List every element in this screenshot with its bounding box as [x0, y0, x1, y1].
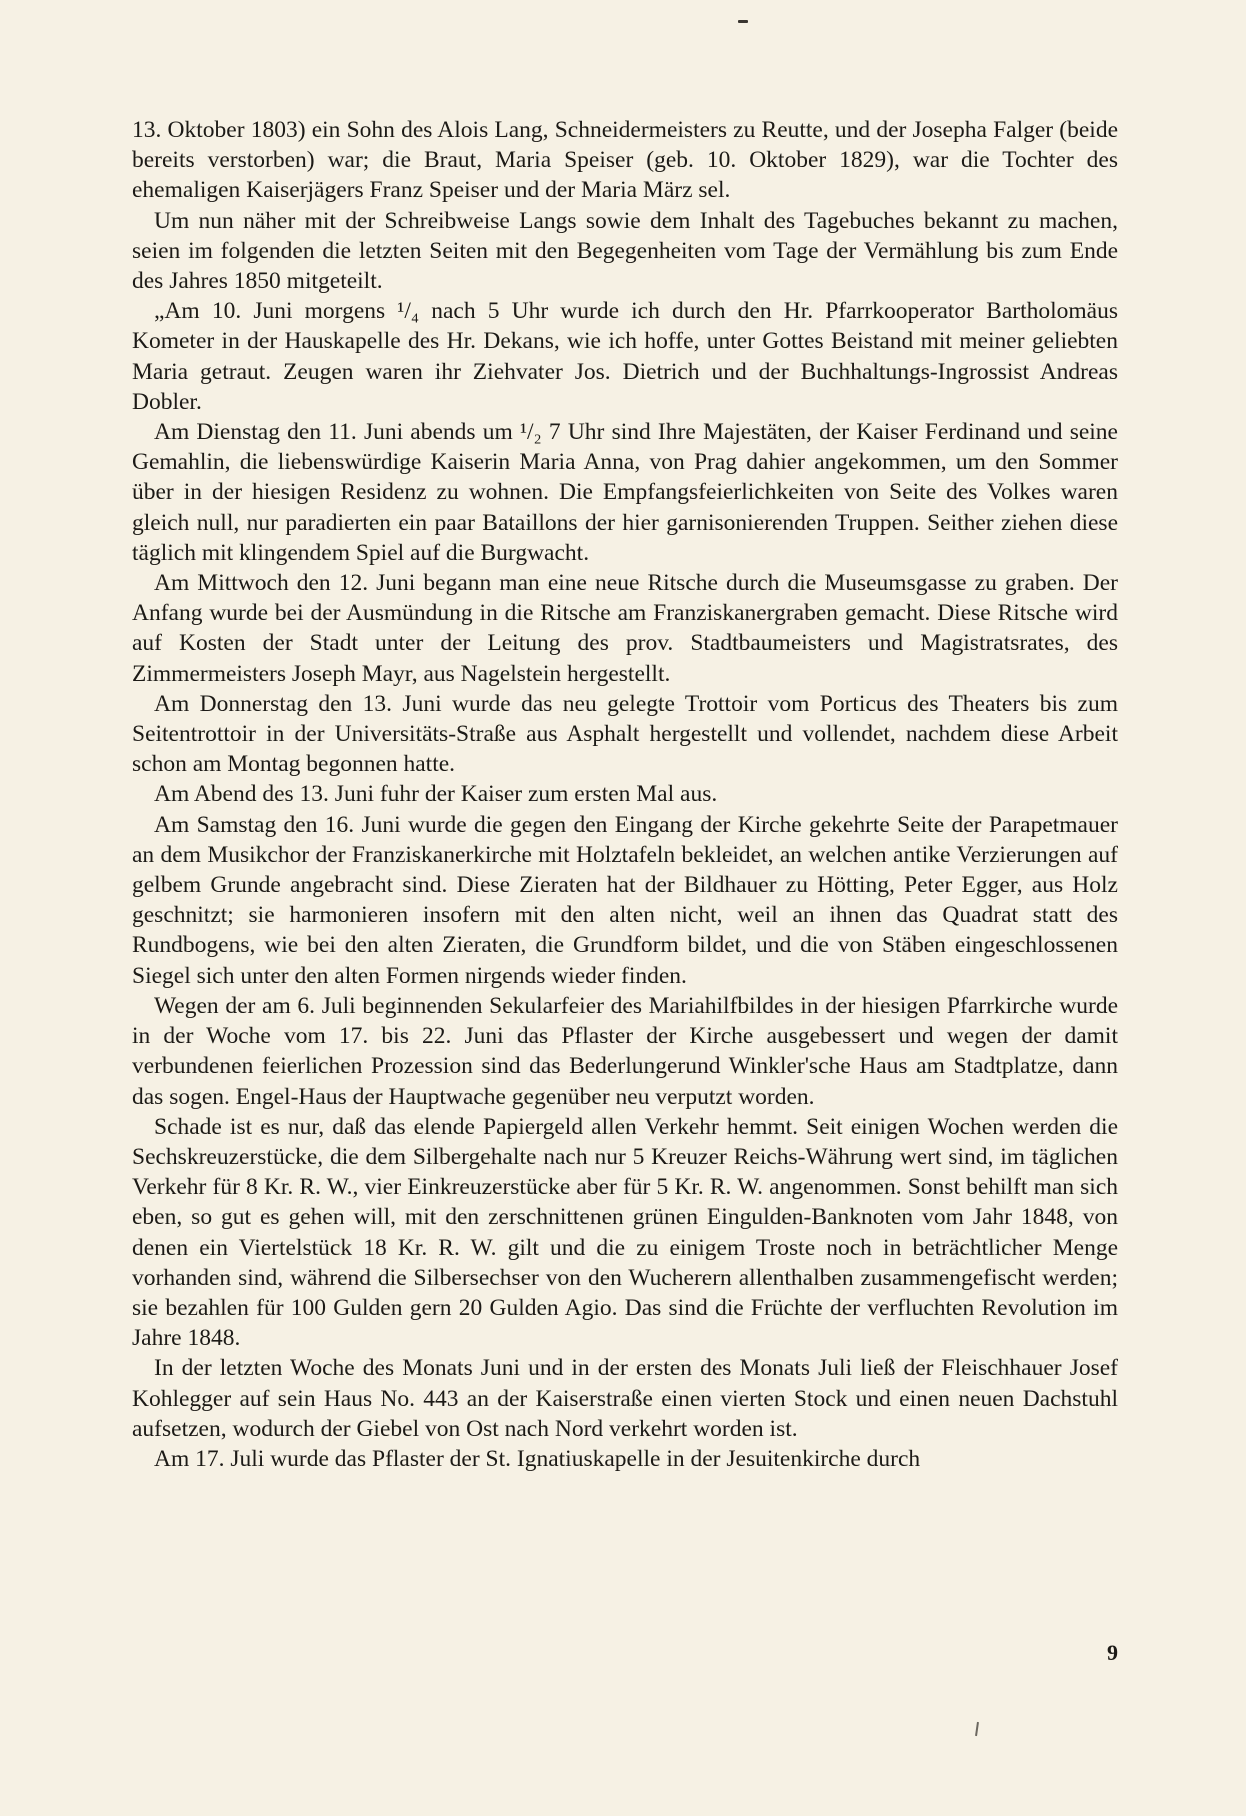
paragraph: Um nun näher mit der Schreibweise Langs sowie dem Inhalt des Tagebuches bekannt zu machen, seien im folgenden die letzten Seiten mit den Begegenheiten vom Tage der Vermählung bis zum Ende des Jahres 1850 mitgeteilt. — [132, 207, 1118, 295]
paragraph: Schade ist es nur, daß das elende Papiergeld allen Verkehr hemmt. Seit einigen Wochen werden die Sechskreuzerstücke, die dem Silbergehalte nach nur 5 Kreuzer Reichs-Währung wert sind, im täglichen Verkehr für 8 Kr. R. W., vier Einkreuzerstücke aber für 5 Kr. R. W. angenommen. Sonst behilft man sich eben, so gut es gehen will, mit den zerschnittenen grünen Eingulden-Banknoten vom Jahr 1848, von denen ein Viertelstück 18 Kr. R. W. gilt und die zu einigem Troste noch in beträchtlicher Menge vorhanden sind, während die Silbersechser von den Wucherern allenthalben zusammengefischt werden; sie bezahlen für 100 Gulden gern 20 Gulden Agio. Das sind die Früchte der verfluchten Revolution im Jahre 1848. — [132, 1113, 1118, 1352]
print-mark — [975, 1722, 979, 1736]
page-number: 9 — [1107, 1640, 1118, 1665]
paragraph: Am Donnerstag den 13. Juni wurde das neu gelegte Trottoir vom Porticus des Theaters bis zum Seitentrottoir in der Universitäts-Straße aus Asphalt hergestellt und vollendet, nachdem diese Arbeit schon am Montag begonnen hatte. — [132, 690, 1118, 778]
paragraph: Am Abend des 13. Juni fuhr der Kaiser zum ersten Mal aus. — [154, 781, 718, 808]
paragraph: Am Mittwoch den 12. Juni begann man eine neue Ritsche durch die Museumsgasse zu graben. Der Anfang wurde bei der Ausmündung in die Ritsche am Franziskanergraben gemacht. Diese Ritsche wird auf Kosten der Stadt unter der Leitung des prov. Stadtbaumeisters und Magistratsrates, des Zimmermeisters Joseph Mayr, aus Nagelstein hergestellt. — [132, 570, 1118, 687]
paragraph: In der letzten Woche des Monats Juni und in der ersten des Monats Juli ließ der Fleischhauer Josef Kohlegger auf sein Haus No. 443 an der Kaiserstraße einen vierten Stock und einen neuen Dachstuhl aufsetzen, wodurch der Giebel von Ost nach Nord verkehrt worden ist. — [132, 1355, 1118, 1442]
paragraph: Wegen der am 6. Juli beginnenden Sekularfeier des Mariahilfbildes in der hiesigen Pfarrkirche wurde in der Woche vom 17. bis 22. Juni das Pflaster der Kirche ausgebessert und wegen der damit verbundenen feierlichen Prozession sind das Bederlungerund Winkler'sche Haus am Stadtplatze, dann das sogen. Engel-Haus der Hauptwache gegenüber neu verputzt worden. — [132, 992, 1118, 1110]
paragraph: „Am 10. Juni morgens ¹/₄ nach 5 Uhr wurde ich durch den Hr. Pfarrkooperator Bartholomäus Kometer in der Hauskapelle des Hr. Dekans, wie ich hoffe, unter Gottes Beistand mit meiner geliebten Maria getraut. Zeugen waren ihr Ziehvater Jos. Dietrich und der Buchhaltungs-Ingrossist Andreas Dobler. — [132, 298, 1118, 415]
paragraph: Am 17. Juli wurde das Pflaster der St. Ignatiuskapelle in der Jesuitenkirche durch — [154, 1445, 921, 1472]
print-mark — [738, 20, 748, 23]
body-text — [132, 115, 1118, 1474]
paragraph: Am Samstag den 16. Juni wurde die gegen den Eingang der Kirche gekehrte Seite der Parapetmauer an dem Musikchor der Franziskanerkirche mit Holztafeln bekleidet, an welchen antike Verzierungen auf gelbem Grunde angebracht sind. Diese Zieraten hat der Bildhauer zu Hötting, Peter Egger, aus Holz geschnitzt; sie harmonieren insofern mit den alten nicht, weil an ihnen das Quadrat statt des Rundbogens, wie bei den alten Zieraten, die Grundform bildet, und die von Stäben eingeschlossenen Siegel sich unter den alten Formen nirgends wieder finden. — [132, 811, 1118, 989]
paragraph: Am Dienstag den 11. Juni abends um ¹/₂ 7 Uhr sind Ihre Majestäten, der Kaiser Ferdinand und seine Gemahlin, die liebenswürdige Kaiserin Maria Anna, von Prag dahier angekommen, um den Sommer über in der hiesigen Residenz zu wohnen. Die Empfangsfeierlichkeiten von Seite des Volkes waren gleich null, nur paradierten ein paar Bataillons der hier garnisonierenden Truppen. Seither ziehen diese täglich mit klingendem Spiel auf die Burgwacht. — [132, 419, 1118, 566]
paragraph-continuation: 13. Oktober 1803) ein Sohn des Alois Lang, Schneidermeisters zu Reutte, und der Josepha Falger (beide bereits verstorben) war; die Braut, Maria Speiser (geb. 10. Oktober 1829), war die Tochter des ehemaligen Kaiserjägers Franz Speiser und der Maria März sel. — [132, 117, 1118, 204]
